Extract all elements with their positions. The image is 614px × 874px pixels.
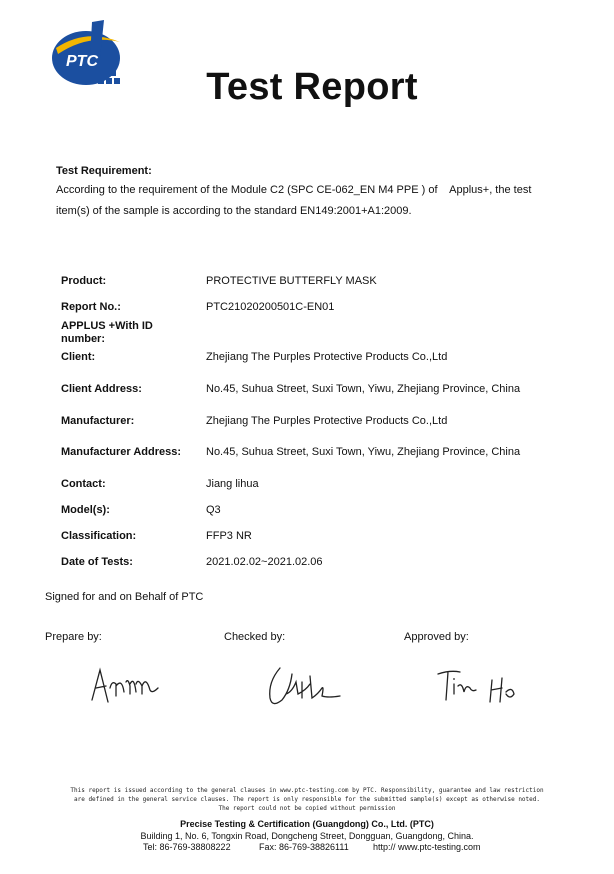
approved-label: Approved by: [404,631,469,643]
requirement-line-1: According to the requirement of the Module C2 (SPC CE-062_EN M4 PPE ) of Applus+, the test [56,184,532,196]
disclaimer-line-1: This report is issued according to the general clauses in www.ptc-testing.com by PTC. Responsibility, guarantee and law restriction [70,787,544,794]
signed-statement: Signed for and on Behalf of PTC [45,591,204,603]
field-label: Client: [61,351,96,363]
checked-label: Checked by: [224,631,286,643]
field-value: Q3 [206,504,221,516]
field-value: No.45, Suhua Street, Suxi Town, Yiwu, Zhejiang Province, China [206,383,521,395]
requirement-heading: Test Requirement: [56,165,152,177]
requirement-text [56,180,556,222]
field-value: Zhejiang The Purples Protective Products Co.,Ltd [206,351,448,363]
field-label: Date of Tests: [61,556,133,568]
field-label: Product: [61,275,107,287]
field-label: APPLUS +With ID number: [61,320,153,345]
footer-address: Building 1, No. 6, Tongxin Road, Dongcheng Street, Dongguan, Guangdong, China. [140,831,474,841]
field-label: Client Address: [61,383,142,395]
field-value: PROTECTIVE BUTTERFLY MASK [206,275,377,287]
footer-disclaimer [0,786,614,813]
field-value: No.45, Suhua Street, Suxi Town, Yiwu, Zhejiang Province, China [206,446,521,458]
field-label: Model(s): [61,504,110,516]
footer-tel: Tel: 86-769-38808222 [143,842,231,852]
requirement-line-2: item(s) of the sample is according to the standard EN149:2001+A1:2009. [56,205,412,217]
field-value: FFP3 NR [206,530,252,542]
field-label: Report No.: [61,301,121,313]
page-title: Test Report [206,66,418,108]
disclaimer-line-3: The report could not be copied without permission [218,805,396,812]
field-value: Zhejiang The Purples Protective Products Co.,Ltd [206,415,448,427]
disclaimer-line-2: are defined in the general service clauses. The report is only responsible for the submitted sample(s) except as otherwise noted. [74,796,540,803]
footer-fax: Fax: 86-769-38826111 [259,842,349,852]
checked-signature [262,662,352,717]
footer-web[interactable]: http:// www.ptc-testing.com [373,842,481,852]
field-label: Contact: [61,478,106,490]
field-label: Manufacturer: [61,415,135,427]
approved-signature [436,662,536,713]
prepare-label: Prepare by: [45,631,102,643]
field-value: 2021.02.02~2021.02.06 [206,556,323,568]
field-label: Classification: [61,530,137,542]
field-value: PTC21020200501C-EN01 [206,301,335,313]
footer-company: Precise Testing & Certification (Guangdong) Co., Ltd. (PTC) [180,819,434,829]
prepare-signature [88,662,168,713]
field-value: Jiang lihua [206,478,259,490]
field-label: Manufacturer Address: [61,446,182,458]
logo-text: PTC [66,53,98,70]
